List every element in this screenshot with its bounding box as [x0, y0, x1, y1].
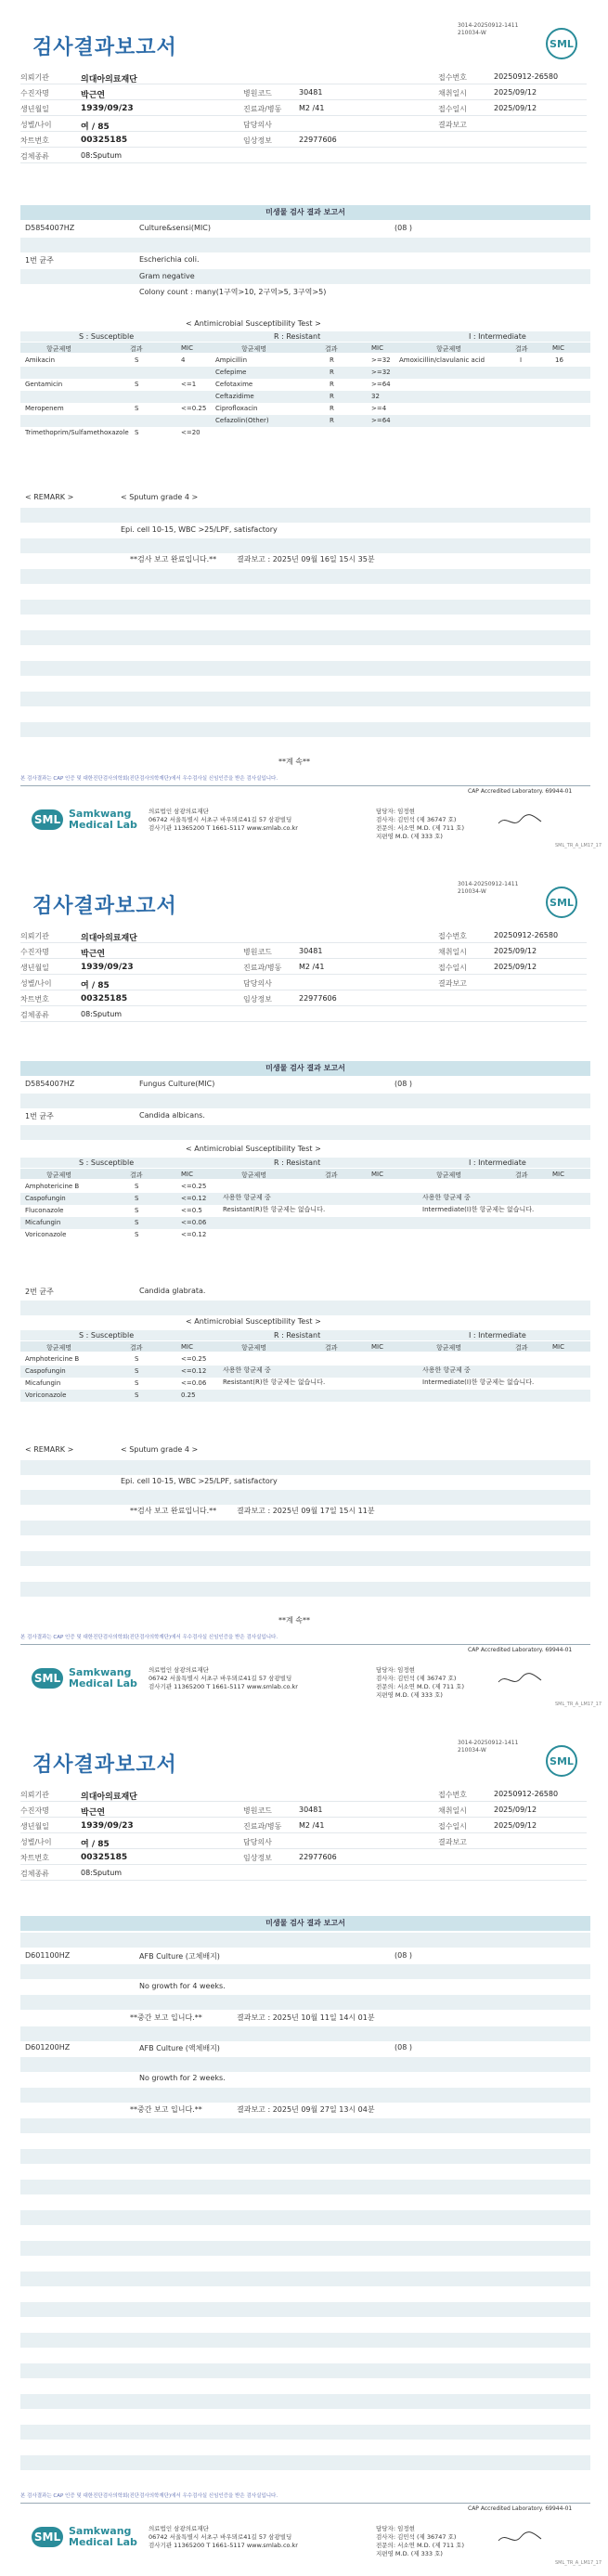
- ast-cell-mic: 32: [371, 393, 380, 400]
- ref-number: 3014-20250912-1411 210034-W: [458, 22, 519, 36]
- final-date: 결과보고 : 2025년 09월 16일 15시 35분: [237, 555, 375, 563]
- ast-cell-res: S: [135, 356, 139, 364]
- ast-cell-mic: 0.25: [181, 1392, 196, 1399]
- signature-icon: [497, 1671, 543, 1689]
- ast-cell-drug: Cefotaxime: [215, 381, 253, 388]
- ast-cell-mic: <=0.06: [181, 1379, 207, 1387]
- ast-cell-res: R: [330, 393, 334, 400]
- ast-cell-mic: <=0.06: [181, 1219, 207, 1226]
- footer-signatures: 담당자: 임정현 검사자: 김민석 (제 36747 호) 전문의: 서소연 M.D. (제 711 호) 지편영 M.D. (제 333 호): [376, 808, 464, 840]
- ast-cell-res: S: [135, 1219, 139, 1226]
- ast-cell-mic: >=64: [371, 417, 391, 424]
- ast-cell-res: S: [135, 1207, 139, 1214]
- ast-cell-drug: Amphotericine B: [25, 1355, 80, 1363]
- ast-cell-drug: Micafungin: [25, 1379, 61, 1387]
- report-title: 검사결과보고서: [32, 36, 177, 59]
- ast-cell-res: I: [520, 356, 523, 364]
- ast-cell-mic: <=20: [181, 429, 201, 436]
- footer-address: 의료법인 삼광의료재단 06742 서울특별시 서초구 바우뫼로41길 57 삼광빌딩 검사기관 11365200 T 1661-5117 www.smlab.co.kr: [149, 808, 298, 832]
- test-name: Culture&sensi(MIC): [139, 224, 211, 232]
- signature-icon: [497, 812, 543, 831]
- ast-cell-drug: Cefepime: [215, 369, 247, 376]
- signature-icon: [497, 2530, 543, 2548]
- patient-info: 의뢰기관 의대아의료재단 접수번호 20250912-26580 수진자명 박근연 병원코드 30481 채취일시 2025/09/12 생년월일 1939/09/23 진료과/병동 M2 /41 접수일시 2025/09/12 성별/나이 여 / 85 담당의사 결과보고 차트번호 00325185 임상정보 22977606 검체종류 08:Sputum: [20, 1786, 587, 1881]
- ast-cell-mic: <=0.25: [181, 405, 207, 412]
- sml-logo: SML: [546, 1745, 577, 1777]
- ast-cell-drug: Caspofungin: [25, 1195, 66, 1202]
- ast-cell-mic: >=64: [371, 381, 391, 388]
- report-page-3: 검사결과보고서 3014-20250912-1411 210034-W SML 의뢰기관 의대아의료재단 접수번호 20250912-26580 수진자명 박근연 병원코드 30481 채취일시 2025/09/12 생년월일 1939/09/23 진료과/병동 M2 /41 접수일시 2025/09/12 성별/나이 여 / 85 담당의사 결과보고 차트번호 00325185 임상정보 22977606 검체종류 08:Sputum 미생물 검사 결과 보고서 D601100HZ AFB Culture (고체배지) (08 ) No growth for 4 weeks. **중간 보고 입니다.** 결과보고 : 2025년 10월 11일 14시 01분 D601200HZ AFB Culture (액체배지) (08 ) No growth for 2 weeks. **중간 보고 입니다.** 결과보고 : 2025년 09월 27일 13시 04분 본 검사결과는 CAP 인증 및 대한진단검사의학회(진단검사의학재단)에서 우수검사실 신임인증을 받은 검사실입니다. CAP Accredited Laboratory. 69944-01 SML Samkwang Medical Lab 의료법인 삼광의료재단 06742 서울특별시 서초구 바우뫼로41길 57 삼광빌딩 검사기관 11365200 T 1661-5117 www.smlab.co.kr 담당자: 임정현 검사자: 김민석 (제 36747 호) 전문의: 서소연 M.D. (제 711 호) 지편영 M.D. (제 333 호) SML_TR_A_LM17_17: [20, 1740, 602, 2566]
- ast-cell-res: S: [135, 1183, 139, 1190]
- footer-logo: SML Samkwang Medical Lab: [32, 1667, 137, 1689]
- ast-title: < Antimicrobial Susceptibility Test >: [186, 319, 321, 328]
- ast-cell-res: S: [135, 1355, 139, 1363]
- ast-cell-drug: Amoxicillin/clavulanic acid: [399, 356, 485, 364]
- ast-cell-res: S: [135, 1195, 139, 1202]
- remark-label: < REMARK >: [25, 493, 74, 501]
- cap-notice: 본 검사결과는 CAP 인증 및 대한진단검사의학회(진단검사의학재단)에서 우수검사실 신임인증을 받은 검사실입니다.: [20, 776, 278, 782]
- ast-cell-res: R: [330, 405, 334, 412]
- ast-cell-mic: >=32: [371, 369, 391, 376]
- end-mark: **계 속**: [278, 757, 310, 766]
- ast-cell-mic: <=0.25: [181, 1355, 207, 1363]
- ast-cell-res: S: [135, 405, 139, 412]
- ast-cell-mic: <=0.12: [181, 1367, 207, 1375]
- patient-info: 의뢰기관 의대아의료재단 접수번호 20250912-26580 수진자명 박근연 병원코드 30481 채취일시 2025/09/12 생년월일 1939/09/23 진료과/병동 M2 /41 접수일시 2025/09/12 성별/나이 여 / 85 담당의사 결과보고 차트번호 00325185 임상정보 22977606 검체종류 08:Sputum: [20, 927, 587, 1022]
- patient-info: 의뢰기관 의대아의료재단 접수번호 20250912-26580 수진자명 박근연 병원코드 30481 채취일시 2025/09/12 생년월일 1939/09/23 진료과/병동 M2 /41 접수일시 2025/09/12 성별/나이 여 / 85 담당의사 결과보고 차트번호 00325185 임상정보 22977606 검체종류 08:Sputum: [20, 69, 587, 163]
- ast-cell-drug: Micafungin: [25, 1219, 61, 1226]
- footer-logo: SML Samkwang Medical Lab: [32, 2526, 137, 2548]
- ast-cell-res: R: [330, 369, 334, 376]
- section-title: 미생물 검사 결과 보고서: [20, 205, 590, 220]
- ast-cell-drug: Caspofungin: [25, 1367, 66, 1375]
- report-page-2: 검사결과보고서 3014-20250912-1411 210034-W SML 의뢰기관 의대아의료재단 접수번호 20250912-26580 수진자명 박근연 병원코드 30481 채취일시 2025/09/12 생년월일 1939/09/23 진료과/병동 M2 /41 접수일시 2025/09/12 성별/나이 여 / 85 담당의사 결과보고 차트번호 00325185 임상정보 22977606 검체종류 08:Sputum 미생물 검사 결과 보고서 D5854007HZ Fungus Culture(MIC) (08 ) 1번 균주 Candida albicans. < Antimicrobial Susceptibility Test > S : Susceptible R : Resistant I : Intermediate 항균제명 결과 MIC 항균제명 결과 MIC 항균제명 결과 MIC Amphotericine B S <=0.25 Caspofungin S <=0.12 Fluconazole S <=0.5 Micafungin S <=0.06 Voriconazole S <=0.12 사용한 항균제 중 Resistant(R)한 항균제는 없습니다. 사용한 항균제 중 Intermediate(I)한 항균제는 없습니다. 2번 균주 Candida glabrata. < Antimicrobial Susceptibility Test > S : Susceptible R : Resistant I : Intermediate 항균제명 결과 MIC 항균제명 결과 MIC 항균제명 결과 MIC Amphotericine B S <=0.25 Caspofungin S <=0.12 Micafungin S <=0.06 Voriconazole S 0.25 사용한 항균제 중 Resistant(R)한 항균제는 없습니다. 사용한 항균제 중 Intermediate(I)한 항균제는 없습니다. < REMARK > < Sputum grade 4 > Epi. cell 10-15, WBC >25/LPF, satisfactory **검사 보고 완료입니다.** 결과보고 : 2025년 09월 17일 15시 11분 **계 속** 본 검사결과는 CAP 인증 및 대한진단검사의학회(진단검사의학재단)에서 우수검사실 신임인증을 받은 검사실입니다. CAP Accredited Laboratory. 69944-01 SML Samkwang Medical Lab 의료법인 삼광의료재단 06742 서울특별시 서초구 바우뫼로41길 57 삼광빌딩 검사기관 11365200 T 1661-5117 www.smlab.co.kr 담당자: 임정현 검사자: 김민석 (제 36747 호) 전문의: 서소연 M.D. (제 711 호) 지편영 M.D. (제 333 호) SML_TR_A_LM17_17: [20, 881, 602, 1707]
- section-title: 미생물 검사 결과 보고서: [20, 1916, 590, 1931]
- ast-cell-res: S: [135, 381, 139, 388]
- ast-cell-res: S: [135, 1231, 139, 1238]
- ast-cell-mic: <=0.12: [181, 1195, 207, 1202]
- ast-cell-mic: >=4: [371, 405, 387, 412]
- ast-cell-res: R: [330, 381, 334, 388]
- ast-cell-mic: <=1: [181, 381, 197, 388]
- ast-cell-drug: Ciprofloxacin: [215, 405, 258, 412]
- ast-cell-drug: Cefazolin(Other): [215, 417, 269, 424]
- footer-logo: SML Samkwang Medical Lab: [32, 809, 137, 831]
- ast-cell-mic: >=32: [371, 356, 391, 364]
- final-note: **검사 보고 완료입니다.**: [130, 555, 217, 563]
- ast-cell-res: S: [135, 1379, 139, 1387]
- organism: Escherichia coli.: [139, 255, 200, 264]
- ast-cell-res: S: [135, 429, 139, 436]
- ast-cell-drug: Amikacin: [25, 356, 56, 364]
- ast-cell-drug: Trimethoprim/Sulfamethoxazole: [25, 429, 129, 436]
- ast-cell-mic: 16: [555, 356, 563, 364]
- test-code: D5854007HZ: [25, 224, 75, 232]
- ast-cell-drug: Amphotericine B: [25, 1183, 80, 1190]
- ast-cell-mic: <=0.5: [181, 1207, 202, 1214]
- report-page-1: 검사결과보고서 3014-20250912-1411 210034-W SML 의뢰기관 의대아의료재단 접수번호 20250912-26580 수진자명 박근연 병원코드 30481 채취일시 2025/09/12 생년월일 1939/09/23 진료과/병동 M2 /41 접수일시 2025/09/12 성별/나이 여 / 85 담당의사 결과보고 차트번호 00325185 임상정보 22977606 검체종류 08:Sputum 미생물 검사 결과 보고서 D5854007HZ Culture&sensi(MIC) (08 ) 1번 균주 Escherichia coli. Gram negative Colony count : many(1구역>10, 2구역>5, 3구역>5) < Antimicrobial Susceptibility Test > S : Susceptible R : Resistant I : Intermediate 항균제명 결과 MIC 항균제명 결과 MIC 항균제명 결과 MIC Amikacin S 4 Gentamicin S <=1 Meropenem S <=0.25 Trimethoprim/Sulfamethoxazole S <=20 Ampicillin R >=32 Cefepime R >=32 Cefotaxime R >=64 Ceftazidime R 32 Ciprofloxacin R >=4 Cefazolin(Other) R >=64 Amoxicillin/clavulanic acid I 16 < REMARK > < Sputum grade 4 > Epi. cell 10-15, WBC >25/LPF, satisfactory **검사 보고 완료입니다.** 결과보고 : 2025년 09월 16일 15시 35분 **계 속** 본 검사결과는 CAP 인증 및 대한진단검사의학회(진단검사의학재단)에서 우수검사실 신임인증을 받은 검사실입니다. CAP Accredited Laboratory. 69944-01 SML Samkwang Medical Lab 의료법인 삼광의료재단 06742 서울특별시 서초구 바우뫼로41길 57 삼광빌딩 검사기관 11365200 T 1661-5117 www.smlab.co.kr 담당자: 임정현 검사자: 김민석 (제 36747 호) 전문의: 서소연 M.D. (제 711 호) 지편영 M.D. (제 333 호) SML_TR_A_LM17_17: [20, 22, 602, 848]
- ast-cell-drug: Gentamicin: [25, 381, 63, 388]
- ast-cell-res: R: [330, 417, 334, 424]
- ast-cell-mic: <=0.12: [181, 1231, 207, 1238]
- isolate-label: 1번 균주: [25, 256, 54, 265]
- report-title: 검사결과보고서: [32, 1754, 177, 1777]
- ast-cell-drug: Ceftazidime: [215, 393, 254, 400]
- ast-cell-mic: 4: [181, 356, 186, 364]
- ast-cell-drug: Voriconazole: [25, 1392, 67, 1399]
- ast-cell-mic: <=0.25: [181, 1183, 207, 1190]
- ast-cell-drug: Ampicillin: [215, 356, 248, 364]
- remark-text: Epi. cell 10-15, WBC >25/LPF, satisfactory: [121, 525, 278, 534]
- ast-cell-res: R: [330, 356, 334, 364]
- ast-cell-drug: Fluconazole: [25, 1207, 64, 1214]
- ast-cell-drug: Meropenem: [25, 405, 64, 412]
- report-title: 검사결과보고서: [32, 895, 177, 918]
- ast-cell-drug: Voriconazole: [25, 1231, 67, 1238]
- sml-logo: SML: [546, 28, 577, 59]
- ast-cell-res: S: [135, 1392, 139, 1399]
- ast-cell-res: S: [135, 1367, 139, 1375]
- sml-logo: SML: [546, 887, 577, 918]
- section-title: 미생물 검사 결과 보고서: [20, 1061, 590, 1076]
